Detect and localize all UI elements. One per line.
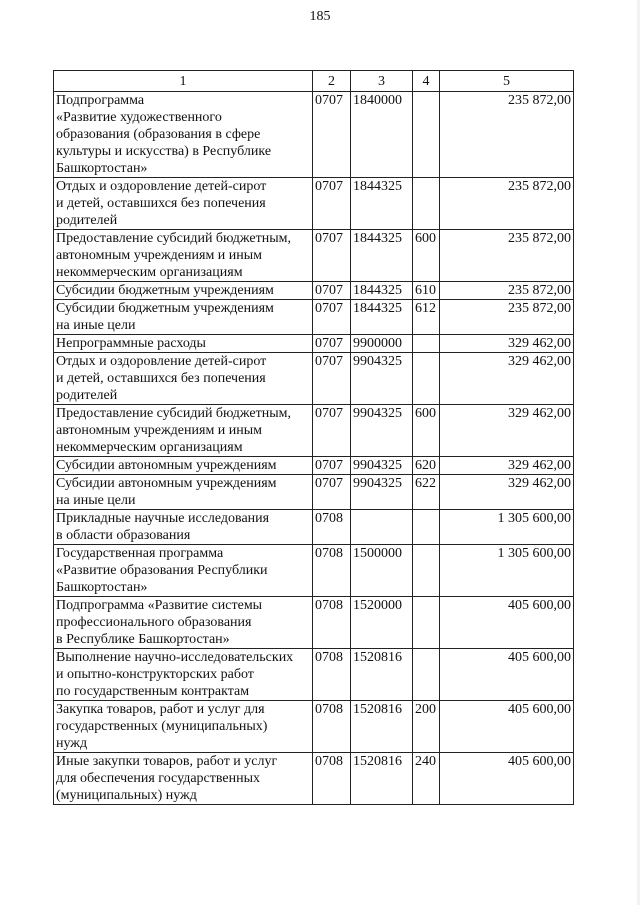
row-name: Государственная программа «Развитие образования Республики Башкортостан» [54, 545, 313, 597]
table-row [54, 510, 574, 545]
row-amount: 329 462,00 [440, 405, 574, 457]
row-type [413, 545, 440, 597]
table-row [54, 92, 574, 178]
header-col-2: 2 [313, 71, 351, 92]
row-target: 1520000 [351, 597, 413, 649]
row-amount: 235 872,00 [440, 230, 574, 282]
table-row [54, 701, 574, 753]
row-type [413, 510, 440, 545]
row-section: 0707 [313, 178, 351, 230]
row-type: 610 [413, 282, 440, 300]
table-row [54, 300, 574, 335]
row-name: Подпрограмма «Развитие художественного образования (образования в сфере культуры и искусства) в Республике Башкортостан» [54, 92, 313, 178]
row-type: 600 [413, 405, 440, 457]
table-row [54, 405, 574, 457]
row-type: 600 [413, 230, 440, 282]
row-target: 1520816 [351, 649, 413, 701]
row-type: 612 [413, 300, 440, 335]
row-section: 0707 [313, 92, 351, 178]
row-section: 0708 [313, 753, 351, 805]
row-type: 200 [413, 701, 440, 753]
row-name: Непрограммные расходы [54, 335, 313, 353]
header-row [54, 71, 574, 92]
row-target: 9900000 [351, 335, 413, 353]
row-amount: 405 600,00 [440, 649, 574, 701]
table-row [54, 282, 574, 300]
row-target: 1520816 [351, 753, 413, 805]
row-name: Предоставление субсидий бюджетным, автономным учреждениям и иным некоммерческим организациям [54, 230, 313, 282]
row-target: 9904325 [351, 475, 413, 510]
row-amount: 235 872,00 [440, 92, 574, 178]
row-name: Прикладные научные исследования в области образования [54, 510, 313, 545]
row-amount: 329 462,00 [440, 475, 574, 510]
row-name: Иные закупки товаров, работ и услуг для обеспечения государственных (муниципальных) нужд [54, 753, 313, 805]
header-col-3: 3 [351, 71, 413, 92]
table-row [54, 230, 574, 282]
table-row [54, 353, 574, 405]
row-section: 0708 [313, 510, 351, 545]
table-row [54, 457, 574, 475]
row-name: Субсидии автономным учреждениям [54, 457, 313, 475]
row-target: 1520816 [351, 701, 413, 753]
row-type [413, 335, 440, 353]
row-target: 9904325 [351, 353, 413, 405]
row-amount: 329 462,00 [440, 457, 574, 475]
row-amount: 405 600,00 [440, 753, 574, 805]
row-amount: 235 872,00 [440, 300, 574, 335]
table-row [54, 475, 574, 510]
row-name: Закупка товаров, работ и услуг для государственных (муниципальных) нужд [54, 701, 313, 753]
row-type: 240 [413, 753, 440, 805]
row-name: Отдых и оздоровление детей-сирот и детей, оставшихся без попечения родителей [54, 353, 313, 405]
header-col-4: 4 [413, 71, 440, 92]
row-target: 1844325 [351, 282, 413, 300]
row-section: 0708 [313, 649, 351, 701]
row-name: Подпрограмма «Развитие системы профессионального образования в Республике Башкортостан» [54, 597, 313, 649]
row-section: 0708 [313, 545, 351, 597]
row-amount: 405 600,00 [440, 597, 574, 649]
row-name: Субсидии бюджетным учреждениям [54, 282, 313, 300]
page-number: 185 [309, 9, 331, 24]
table-row [54, 753, 574, 805]
row-name: Отдых и оздоровление детей-сирот и детей, оставшихся без попечения родителей [54, 178, 313, 230]
row-amount: 329 462,00 [440, 353, 574, 405]
row-target: 1500000 [351, 545, 413, 597]
header-col-5: 5 [440, 71, 574, 92]
row-target: 1840000 [351, 92, 413, 178]
header-col-1: 1 [54, 71, 313, 92]
row-target: 9904325 [351, 457, 413, 475]
table-row [54, 649, 574, 701]
row-amount: 1 305 600,00 [440, 545, 574, 597]
row-type: 622 [413, 475, 440, 510]
row-section: 0707 [313, 230, 351, 282]
row-type: 620 [413, 457, 440, 475]
row-section: 0707 [313, 475, 351, 510]
row-target [351, 510, 413, 545]
row-type [413, 353, 440, 405]
row-type [413, 649, 440, 701]
row-section: 0707 [313, 457, 351, 475]
row-section: 0707 [313, 335, 351, 353]
table-row [54, 335, 574, 353]
row-target: 1844325 [351, 300, 413, 335]
row-section: 0708 [313, 701, 351, 753]
row-amount: 1 305 600,00 [440, 510, 574, 545]
row-amount: 405 600,00 [440, 701, 574, 753]
row-amount: 235 872,00 [440, 178, 574, 230]
row-name: Субсидии бюджетным учреждениям на иные цели [54, 300, 313, 335]
row-target: 1844325 [351, 230, 413, 282]
table-row [54, 597, 574, 649]
row-section: 0707 [313, 300, 351, 335]
row-section: 0707 [313, 353, 351, 405]
row-name: Предоставление субсидий бюджетным, автономным учреждениям и иным некоммерческим организациям [54, 405, 313, 457]
row-amount: 329 462,00 [440, 335, 574, 353]
row-target: 1844325 [351, 178, 413, 230]
budget-table [53, 70, 574, 805]
row-section: 0707 [313, 405, 351, 457]
row-section: 0707 [313, 282, 351, 300]
row-type [413, 178, 440, 230]
table-row [54, 178, 574, 230]
row-target: 9904325 [351, 405, 413, 457]
row-section: 0708 [313, 597, 351, 649]
table-row [54, 545, 574, 597]
row-type [413, 597, 440, 649]
row-name: Субсидии автономным учреждениям на иные цели [54, 475, 313, 510]
row-name: Выполнение научно-исследовательских и опытно-конструкторских работ по государственным контрактам [54, 649, 313, 701]
row-amount: 235 872,00 [440, 282, 574, 300]
row-type [413, 92, 440, 178]
